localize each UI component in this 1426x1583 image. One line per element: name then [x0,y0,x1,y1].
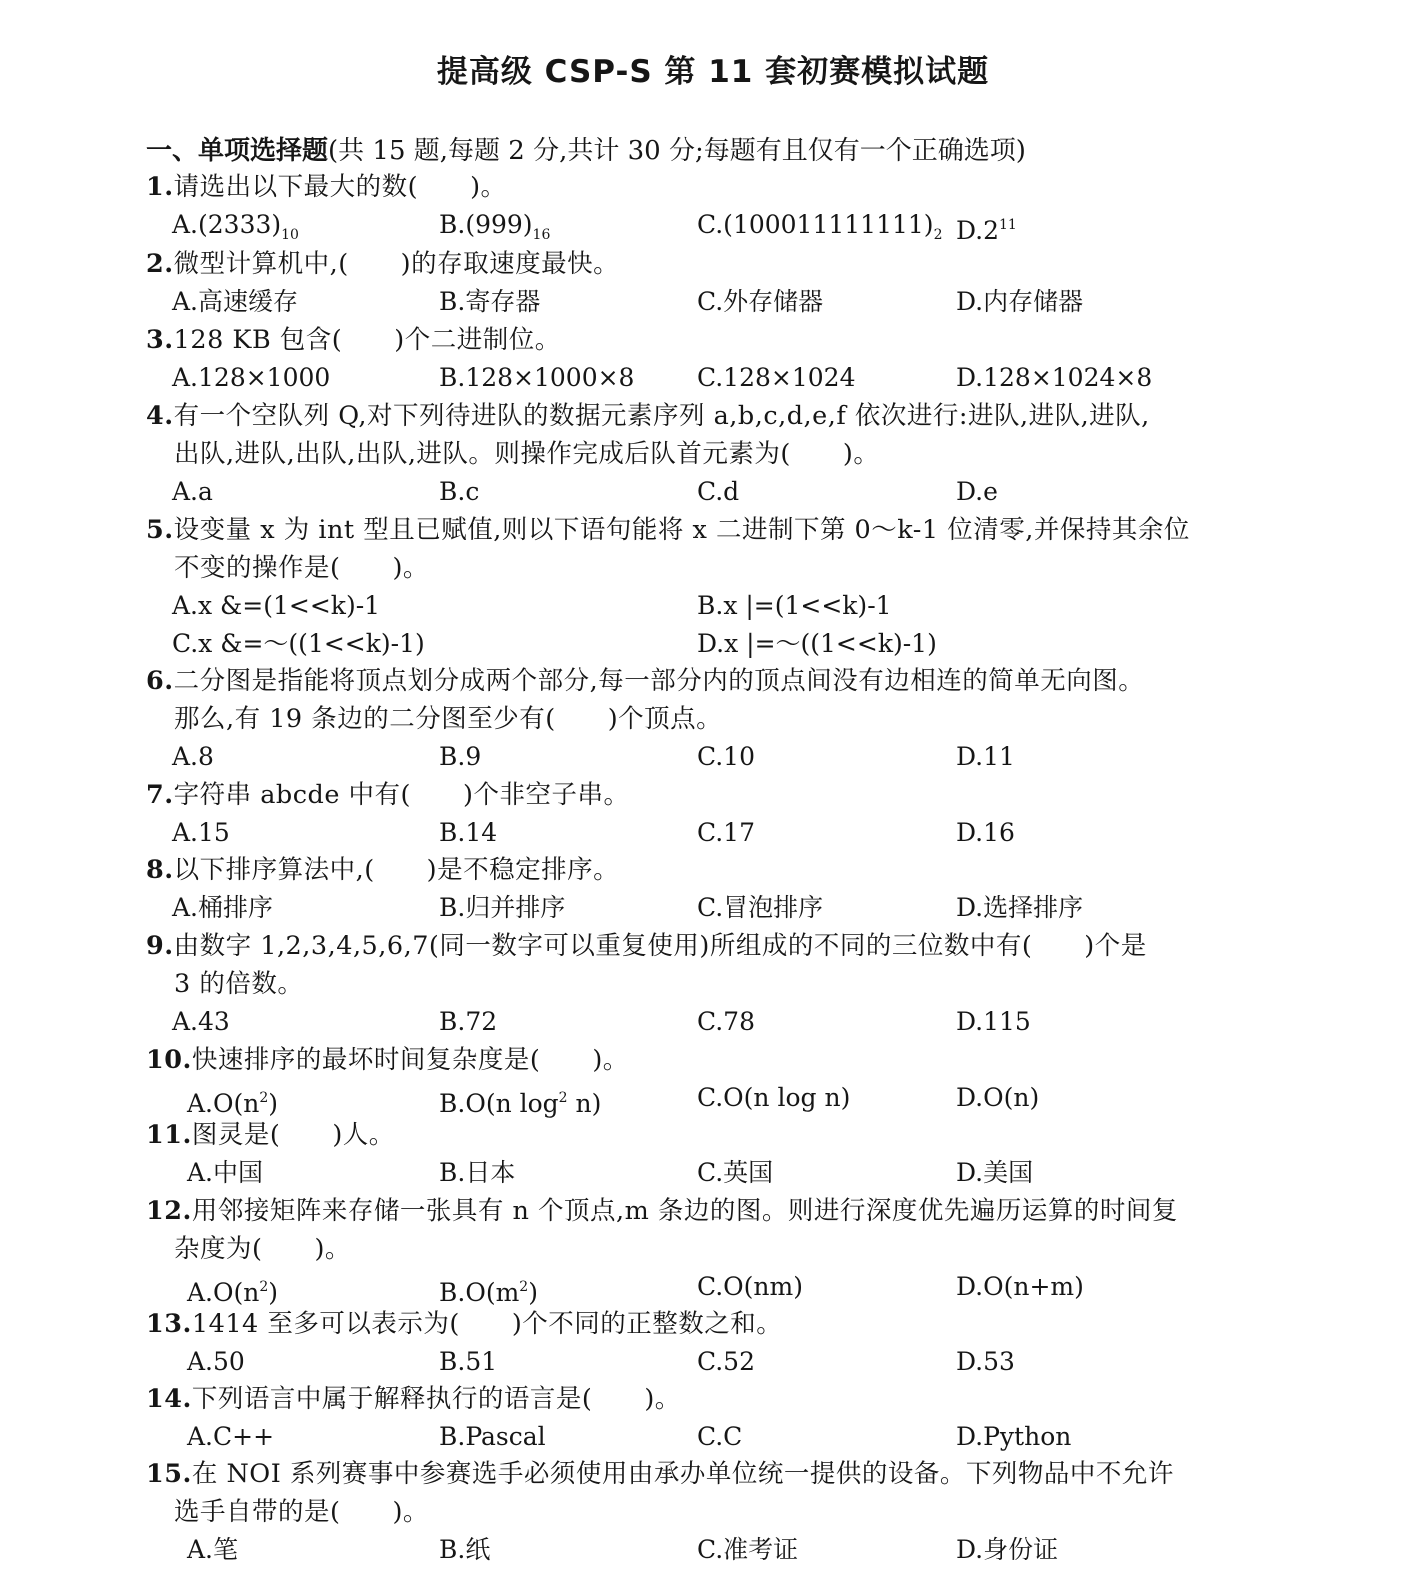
question-text: 在 NOI 系列赛事中参赛选手必须使用由承办单位统一提供的设备。下列物品中不允许 [191,1459,1174,1489]
option-superscript: 2 [259,1090,269,1106]
option-a[interactable] [172,889,273,927]
option-c[interactable] [172,625,425,663]
question-text-line [146,927,1276,965]
question-text: 128 KB 包含( )个二进制位。 [173,325,561,355]
option-text: B.归并排序 [439,893,566,922]
option-c[interactable] [697,889,823,927]
option-superscript: 2 [558,1090,568,1106]
option-subscript: 10 [281,227,299,243]
section-label: 一、单项选择题 [146,136,329,166]
option-d[interactable] [697,625,937,663]
option-text: D.e [956,477,998,506]
question-number: 3. [146,325,174,355]
question-number: 11. [146,1120,192,1150]
option-text: B.(999) [439,210,533,239]
option-text: D.美国 [956,1158,1034,1187]
option-a[interactable] [187,1343,245,1381]
question-text: 有一个空队列 Q,对下列待进队的数据元素序列 a,b,c,d,e,f 依次进行:进队,进队,进队, [173,401,1150,431]
option-text: D.O(n) [956,1083,1040,1112]
option-text: C.d [697,477,740,506]
option-d[interactable] [956,889,1083,927]
question-text-line [146,511,1276,549]
option-d[interactable] [956,1079,1039,1117]
option-c[interactable] [697,1531,798,1569]
question-text-line [146,245,1276,283]
option-text: C.C [697,1422,743,1451]
question-number: 9. [146,931,174,961]
option-d[interactable] [956,1418,1071,1456]
option-a[interactable] [172,359,330,397]
option-text: D.115 [956,1007,1031,1036]
question-14 [146,1380,1276,1418]
option-d[interactable] [956,283,1083,321]
option-text: B.寄存器 [439,287,541,316]
question-text: 图灵是( )人。 [191,1120,395,1150]
option-text: D.16 [956,818,1015,847]
option-text: A.笔 [187,1535,239,1564]
option-b[interactable] [439,814,497,852]
option-text: A.桶排序 [172,893,274,922]
option-b[interactable] [439,1154,515,1192]
question-text-line [146,776,1276,814]
question-number: 12. [146,1196,192,1226]
question-text: 由数字 1,2,3,4,5,6,7(同一数字可以重复使用)所组成的不同的三位数中有( )个是 [173,931,1147,961]
option-text: D.53 [956,1347,1015,1376]
question-10 [146,1041,1276,1079]
option-text: D.身份证 [956,1535,1059,1564]
question-9 [146,927,1276,1003]
option-a[interactable] [172,814,230,852]
question-number: 7. [146,780,174,810]
question-text: 3 的倍数。 [174,969,304,999]
option-text: A.128×1000 [172,363,331,392]
question-12 [146,1192,1276,1268]
question-text-line [146,1116,1276,1154]
option-text: D.11 [956,742,1015,771]
option-text: A.x &=(1<<k)-1 [172,591,381,620]
question-text-line [146,549,1276,587]
option-text: C.10 [697,742,755,771]
option-b[interactable] [439,738,481,776]
option-text: B.Pascal [439,1422,546,1451]
question-text-line [146,397,1276,435]
question-number: 5. [146,515,174,545]
question-number: 1. [146,172,174,202]
option-text: C.x &=～((1<<k)-1) [172,629,425,658]
option-b[interactable] [439,473,479,511]
question-number: 13. [146,1309,192,1339]
question-text: 快速排序的最坏时间复杂度是( )。 [191,1045,629,1075]
option-c[interactable] [697,738,755,776]
option-d[interactable] [956,814,1015,852]
option-d[interactable] [956,1003,1031,1041]
option-b[interactable] [439,889,565,927]
option-text: C.78 [697,1007,755,1036]
section-note: (共 15 题,每题 2 分,共计 30 分;每题有且仅有一个正确选项) [328,136,1026,166]
question-number: 6. [146,666,174,696]
option-text: B.128×1000×8 [439,363,635,392]
option-c[interactable] [697,283,823,321]
option-b[interactable] [439,1343,497,1381]
option-text: C.英国 [697,1158,774,1187]
option-text: A.中国 [187,1158,264,1187]
option-text: C.128×1024 [697,363,856,392]
option-d[interactable] [956,1154,1033,1192]
option-text-tail: n) [567,1089,602,1118]
question-text: 微型计算机中,( )的存取速度最快。 [173,249,620,279]
question-number: 15. [146,1459,192,1489]
option-text: A.C++ [187,1422,275,1451]
option-b[interactable] [439,359,634,397]
option-text-tail: ) [528,1278,538,1307]
option-d[interactable] [956,206,1017,250]
page-title: 提高级 CSP-S 第 11 套初赛模拟试题 [436,54,990,90]
question-number: 4. [146,401,174,431]
question-15 [146,1455,1276,1531]
question-text-line [146,1230,1276,1268]
option-text-tail: ) [268,1278,279,1307]
option-a[interactable] [172,283,298,321]
option-text: C.外存储器 [697,287,824,316]
question-text-line [146,700,1276,738]
option-subscript: 2 [933,227,943,243]
option-text: C.52 [697,1347,755,1376]
option-a[interactable] [172,473,213,511]
option-text-tail: ) [268,1089,279,1118]
question-text: 杂度为( )。 [174,1234,351,1264]
option-text: D.128×1024×8 [956,363,1153,392]
option-text: C.17 [697,818,755,847]
option-text: A.50 [187,1347,245,1376]
option-text: D.2 [956,216,1000,245]
question-7 [146,776,1276,814]
option-text: B.c [439,477,480,506]
option-superscript: 2 [519,1279,529,1295]
option-text: D.x |=～((1<<k)-1) [697,629,937,658]
option-a[interactable] [172,1003,230,1041]
option-c[interactable] [697,359,855,397]
question-text: 以下排序算法中,( )是不稳定排序。 [173,855,620,885]
question-text: 二分图是指能将顶点划分成两个部分,每一部分内的顶点间没有边相连的简单无向图。 [173,666,1145,696]
option-c[interactable] [697,814,755,852]
question-number: 10. [146,1045,192,1075]
question-text-line [146,965,1276,1003]
option-text: A.O(n [187,1278,260,1307]
option-text: C.冒泡排序 [697,893,824,922]
option-text: D.内存储器 [956,287,1084,316]
question-text: 下列语言中属于解释执行的语言是( )。 [191,1384,681,1414]
option-c[interactable] [697,1343,755,1381]
question-text-line [146,435,1276,473]
option-a[interactable] [172,738,214,776]
option-text: B.14 [439,818,498,847]
question-11 [146,1116,1276,1154]
question-2 [146,245,1276,283]
option-d[interactable] [956,359,1152,397]
option-d[interactable] [956,738,1015,776]
option-a[interactable] [172,587,380,625]
option-d[interactable] [956,473,998,511]
option-superscript: 11 [999,217,1017,233]
option-text: D.O(n+m) [956,1272,1084,1301]
option-text: B.O(m [439,1278,520,1307]
question-text-line [146,168,1276,206]
question-3 [146,321,1276,359]
question-text: 字符串 abcde 中有( )个非空子串。 [173,780,630,810]
option-text: D.选择排序 [956,893,1084,922]
option-b[interactable] [697,587,892,625]
question-number: 14. [146,1384,192,1414]
option-text: C.O(nm) [697,1272,803,1301]
question-number: 2. [146,249,174,279]
question-4 [146,397,1276,473]
option-text: A.a [172,477,213,506]
option-c[interactable] [697,1418,742,1456]
option-a[interactable] [187,1418,274,1456]
option-c[interactable] [697,1079,850,1117]
option-b[interactable] [439,1531,490,1569]
option-text: B.纸 [439,1535,491,1564]
question-1 [146,168,1276,206]
option-d[interactable] [956,1343,1015,1381]
option-text: A.高速缓存 [172,287,299,316]
option-a[interactable] [187,1531,238,1569]
option-text: D.Python [956,1422,1072,1451]
question-text-line [146,662,1276,700]
option-b[interactable] [439,1003,497,1041]
question-text-line [146,1380,1276,1418]
question-5 [146,511,1276,587]
option-b[interactable] [439,1418,546,1456]
option-text: C.准考证 [697,1535,799,1564]
question-text: 用邻接矩阵来存储一张具有 n 个顶点,m 条边的图。则进行深度优先遍历运算的时间复 [191,1196,1178,1226]
question-text: 出队,进队,出队,出队,进队。则操作完成后队首元素为( )。 [174,439,880,469]
question-text: 设变量 x 为 int 型且已赋值,则以下语句能将 x 二进制下第 0～k-1 位清零,并保持其余位 [173,515,1190,545]
question-text: 请选出以下最大的数( )。 [173,172,507,202]
question-text: 1414 至多可以表示为( )个不同的正整数之和。 [191,1309,783,1339]
question-8 [146,851,1276,889]
option-b[interactable] [439,283,540,321]
question-number: 8. [146,855,174,885]
option-text: A.43 [172,1007,230,1036]
question-text-line [146,1493,1276,1531]
section-heading [146,130,1026,167]
option-subscript: 16 [532,227,551,243]
option-superscript: 2 [259,1279,269,1295]
option-c[interactable] [697,1154,773,1192]
question-13 [146,1305,1276,1343]
option-text: C.O(n log n) [697,1083,851,1112]
question-text-line [146,1455,1276,1493]
question-text-line [146,1041,1276,1079]
option-text: B.日本 [439,1158,516,1187]
option-text: B.51 [439,1347,498,1376]
option-text: C.(100011111111) [697,210,934,239]
option-text: B.9 [439,742,482,771]
option-c[interactable] [697,473,739,511]
question-text-line [146,851,1276,889]
question-text: 选手自带的是( )。 [174,1497,429,1527]
question-6 [146,662,1276,738]
option-text: A.15 [172,818,230,847]
question-text-line [146,1305,1276,1343]
question-text: 不变的操作是( )。 [174,553,429,583]
option-text: A.(2333) [172,210,282,239]
question-text-line [146,321,1276,359]
option-d[interactable] [956,1268,1084,1306]
option-a[interactable] [187,1154,263,1192]
option-text: A.O(n [187,1089,260,1118]
option-c[interactable] [697,1268,803,1306]
option-d[interactable] [956,1531,1058,1569]
option-c[interactable] [697,1003,755,1041]
question-text-line [146,1192,1276,1230]
option-text: B.72 [439,1007,498,1036]
question-text: 那么,有 19 条边的二分图至少有( )个顶点。 [174,704,723,734]
option-text: B.x |=(1<<k)-1 [697,591,892,620]
option-text: B.O(n log [439,1089,559,1118]
option-text: A.8 [172,742,214,771]
